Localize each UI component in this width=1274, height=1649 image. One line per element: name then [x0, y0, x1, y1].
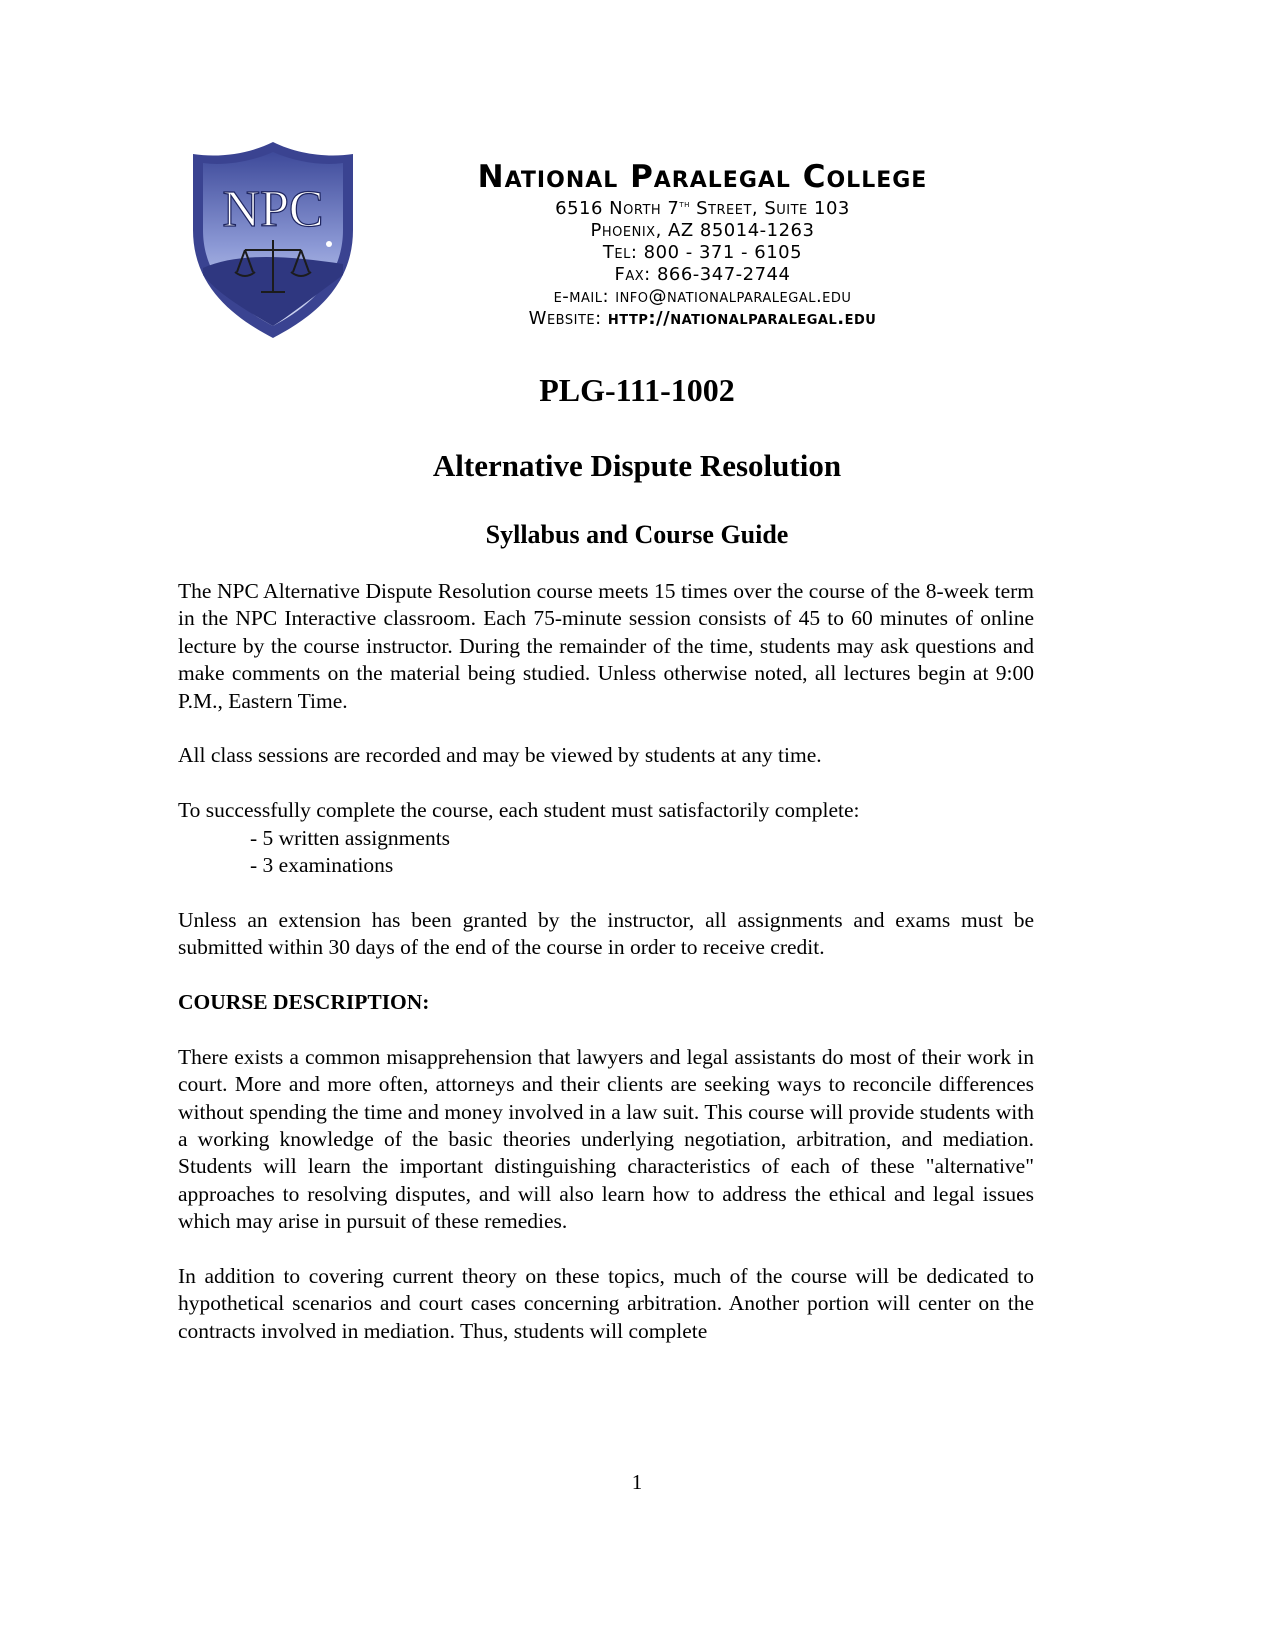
- document-subtitle: Syllabus and Course Guide: [485, 520, 789, 549]
- list-item: - 3 examinations: [250, 853, 394, 878]
- list-item: - 5 written assignments: [250, 825, 451, 850]
- description-paragraph-2: In addition to covering current theory on these topics, much of the course will be dedicated to hypothetical scenarios and court cases concerning arbitration. Another portion will center on the contracts involved in mediation. Thus, students will complete: [178, 1264, 1034, 1343]
- npc-logo: [189, 140, 357, 340]
- extension-paragraph: Unless an extension has been granted by the instructor, all assignments and exams must be submitted within 30 days of the end of the course in order to receive credit.: [178, 907, 1034, 960]
- syllabus-body: [178, 578, 1034, 1373]
- telephone: Tel: 800 - 371 - 6105: [602, 242, 803, 263]
- requirements-intro: To successfully complete the course, each student must satisfactorily complete:: [178, 798, 860, 823]
- city-address: Phoenix, AZ 85014-1263: [590, 220, 815, 241]
- college-name: National Paralegal College: [477, 159, 928, 195]
- description-paragraph: There exists a common misapprehension that lawyers and legal assistants do most of their work in court. More and more often, attorneys and their clients are seeking ways to reconcile differences without spending the time and money involved in a law suit. This course will provide students with a working knowledge of the basic theories underlying negotiation, arbitration, and mediation. Students will learn the important distinguishing characteristics of each of these "alternative" approaches to resolving disputes, and will also learn how to address the ethical and legal issues which may arise in pursuit of these remedies.: [178, 1044, 1034, 1234]
- page-number: 1: [631, 1470, 643, 1494]
- requirements-list: [178, 825, 1034, 880]
- letterhead: [370, 160, 1035, 330]
- course-code: PLG-111-1002: [539, 372, 735, 408]
- section-heading: COURSE DESCRIPTION:: [178, 990, 430, 1015]
- website-link[interactable]: http://nationalparalegal.edu: [607, 308, 877, 329]
- email: e-mail: info@nationalparalegal.edu: [553, 286, 852, 307]
- website: Website: http://nationalparalegal.edu: [528, 308, 877, 329]
- intro-paragraph: The NPC Alternative Dispute Resolution course meets 15 times over the course of the 8-week term in the NPC Interactive classroom. Each 75-minute session consists of 45 to 60 minutes of online lecture by the course instructor. During the remainder of the time, students may ask questions and make comments on the material being studied. Unless otherwise noted, all lectures begin at 9:00 P.M., Eastern Time.: [178, 579, 1034, 713]
- course-title: Alternative Dispute Resolution: [432, 448, 842, 483]
- street-address: 6516 North 7th Street, Suite 103: [555, 198, 850, 219]
- recording-paragraph: All class sessions are recorded and may be viewed by students at any time.: [178, 743, 822, 768]
- svg-text:NPC: NPC: [222, 181, 324, 238]
- fax: Fax: 866-347-2744: [614, 264, 791, 285]
